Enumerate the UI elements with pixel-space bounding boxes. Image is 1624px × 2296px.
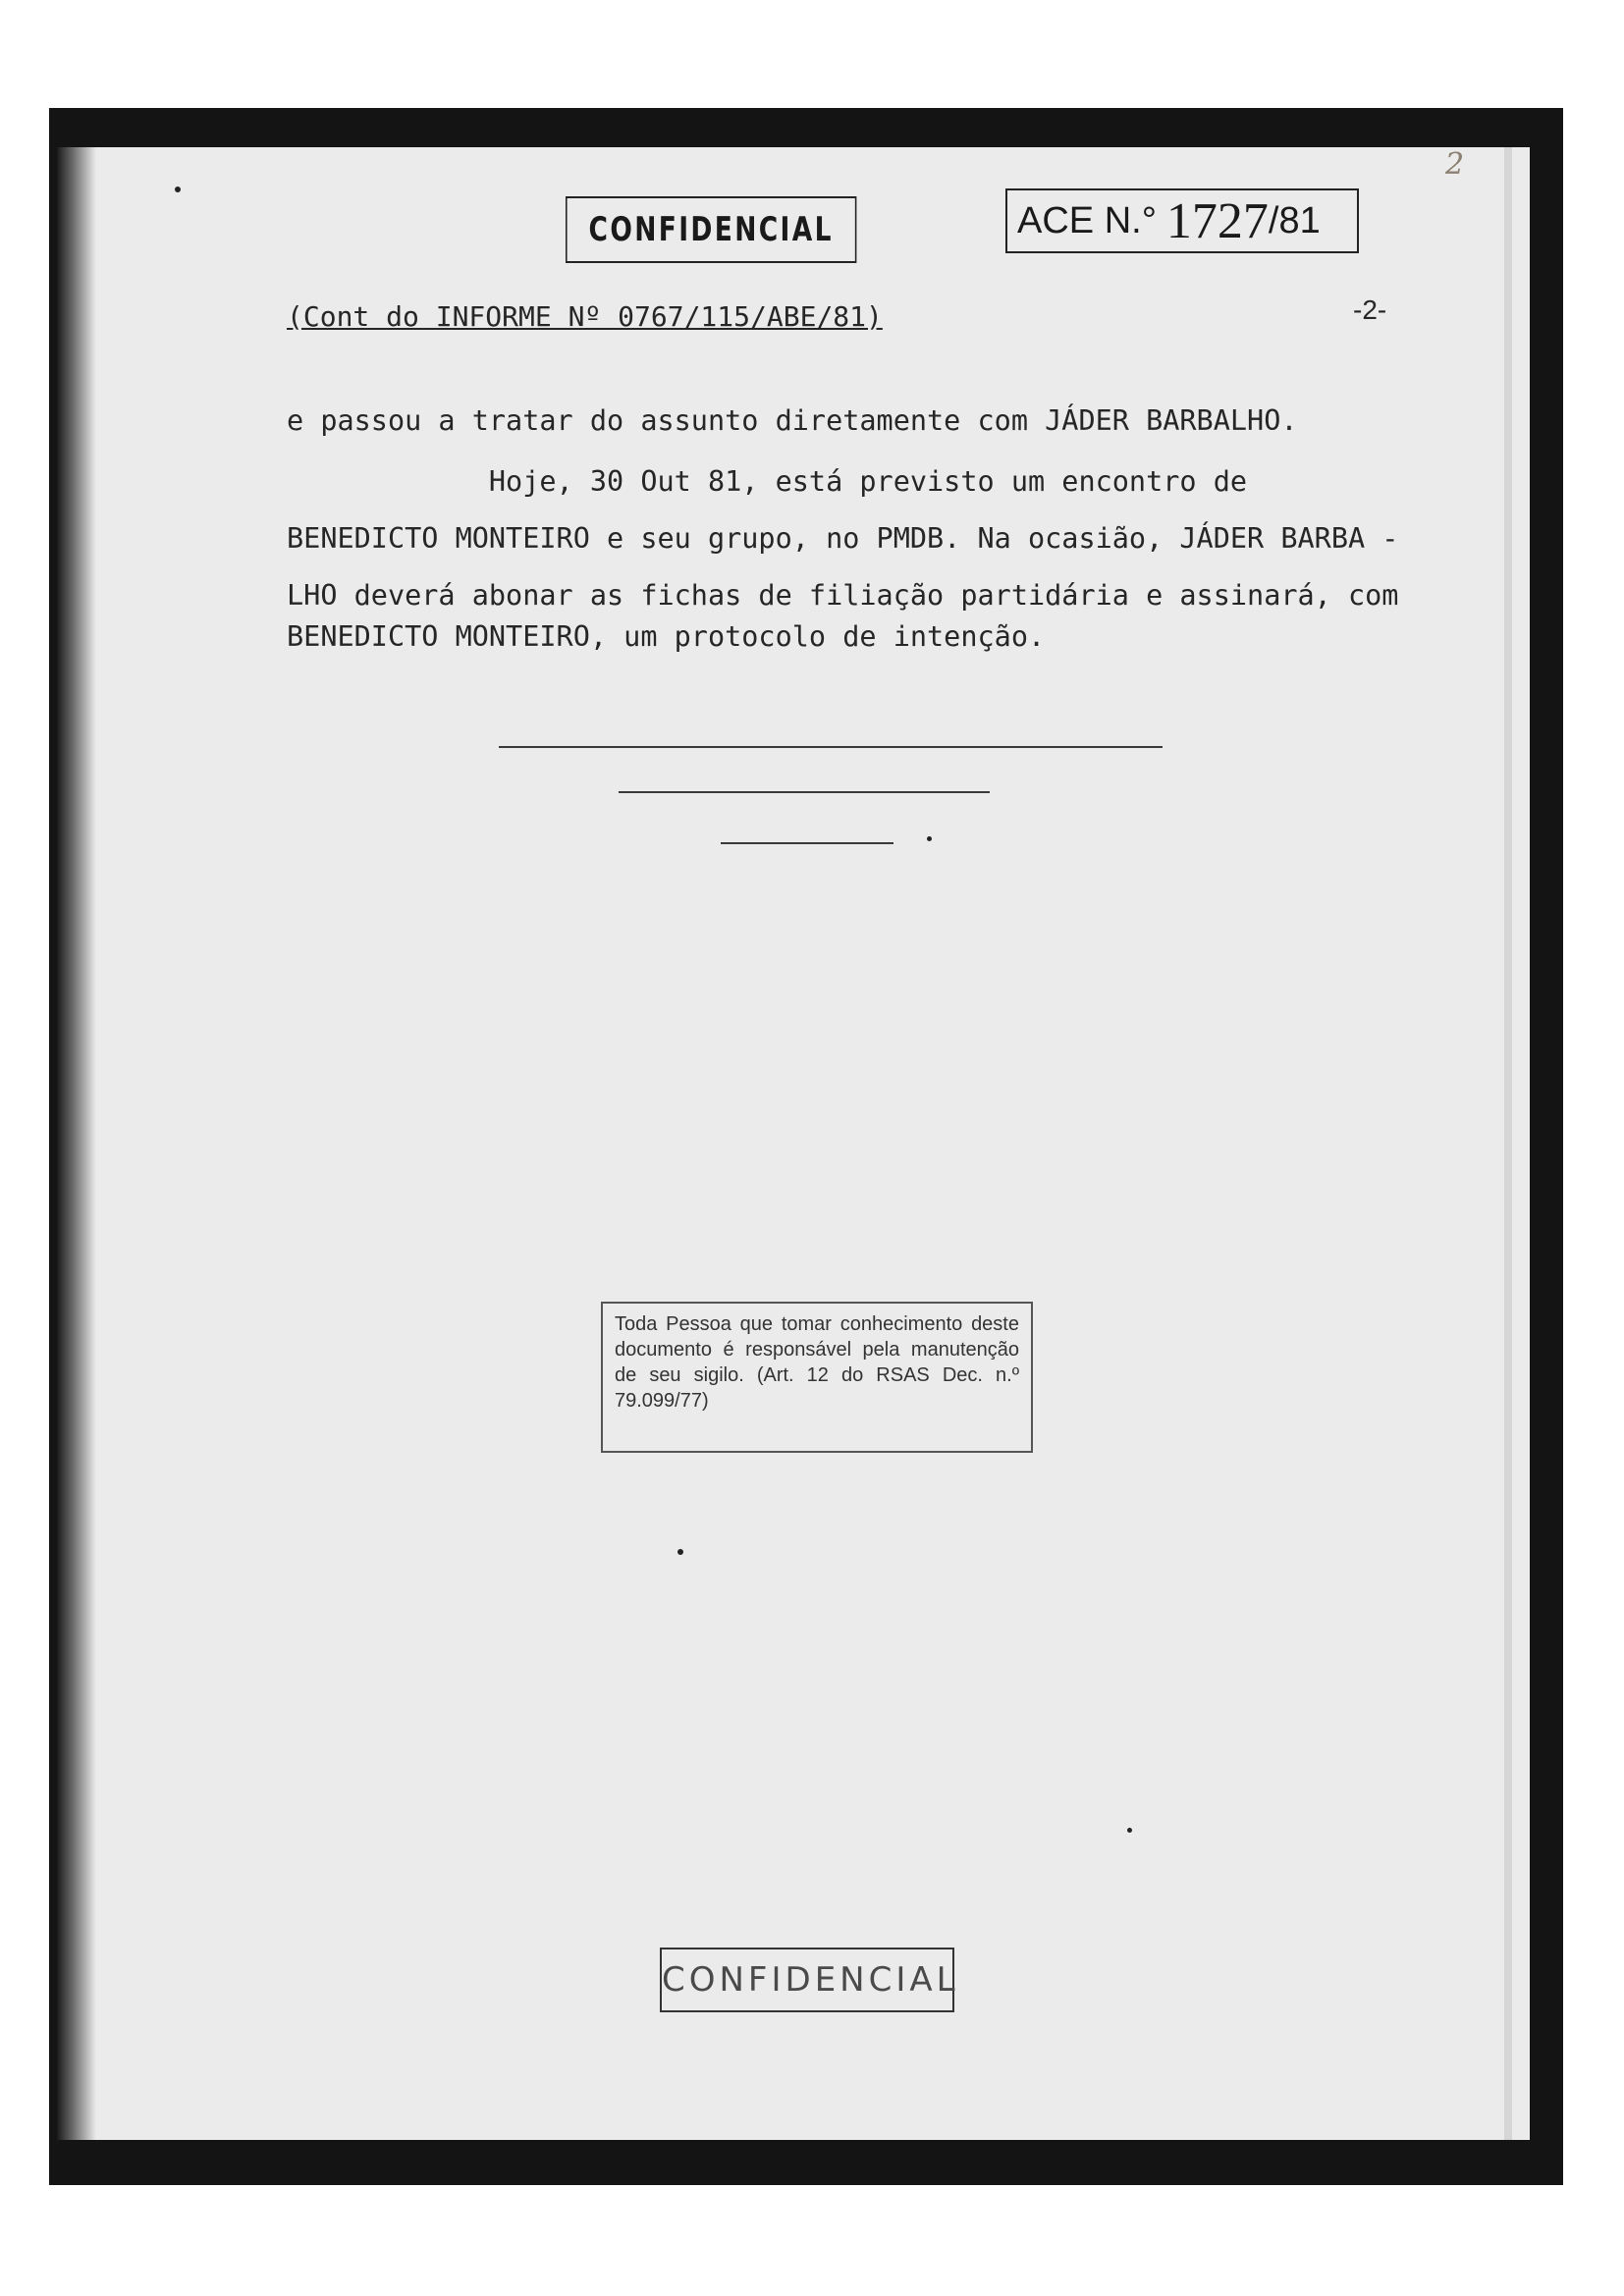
body-line: BENEDICTO MONTEIRO e seu grupo, no PMDB. Na ocasião, JÁDER BARBA - bbox=[287, 522, 1399, 555]
ace-number: 1727 bbox=[1165, 192, 1269, 249]
confidential-stamp-top: CONFIDENCIAL bbox=[566, 196, 856, 263]
report-reference: (Cont do INFORME Nº 0767/115/ABE/81) bbox=[287, 300, 883, 333]
paper-edge bbox=[1504, 147, 1512, 2140]
body-line: BENEDICTO MONTEIRO, um protocolo de intenção. bbox=[287, 620, 1046, 653]
ace-number-stamp bbox=[1005, 188, 1359, 253]
paper-sheet bbox=[79, 147, 1530, 2140]
closing-rule-long bbox=[499, 746, 1163, 748]
paper-edge-shadow bbox=[57, 147, 96, 2140]
scan-speck bbox=[677, 1549, 683, 1555]
closing-rule-short bbox=[721, 842, 893, 844]
confidentiality-notice: Toda Pessoa que tomar conhecimento deste documento é responsável pela manutenção de seu sigilo. (Art. 12 do RSAS Dec. n.º 79.099/77) bbox=[601, 1302, 1033, 1453]
page-number: -2- bbox=[1353, 294, 1387, 325]
ace-year: /81 bbox=[1268, 199, 1321, 241]
handwritten-page-mark: 2 bbox=[1445, 147, 1465, 182]
ace-label: ACE N.° bbox=[1017, 199, 1157, 241]
body-line: LHO deverá abonar as fichas de filiação partidária e assinará, com bbox=[287, 579, 1399, 612]
body-line: Hoje, 30 Out 81, está previsto um encontro de bbox=[287, 465, 1248, 498]
closing-rule-medium bbox=[619, 791, 990, 793]
body-line: e passou a tratar do assunto diretamente com JÁDER BARBALHO. bbox=[287, 404, 1298, 437]
scan-speck bbox=[1127, 1828, 1132, 1833]
confidential-stamp-bottom: CONFIDENCIAL bbox=[660, 1948, 954, 2012]
scan-speck bbox=[927, 836, 932, 841]
scan-speck bbox=[175, 187, 181, 192]
